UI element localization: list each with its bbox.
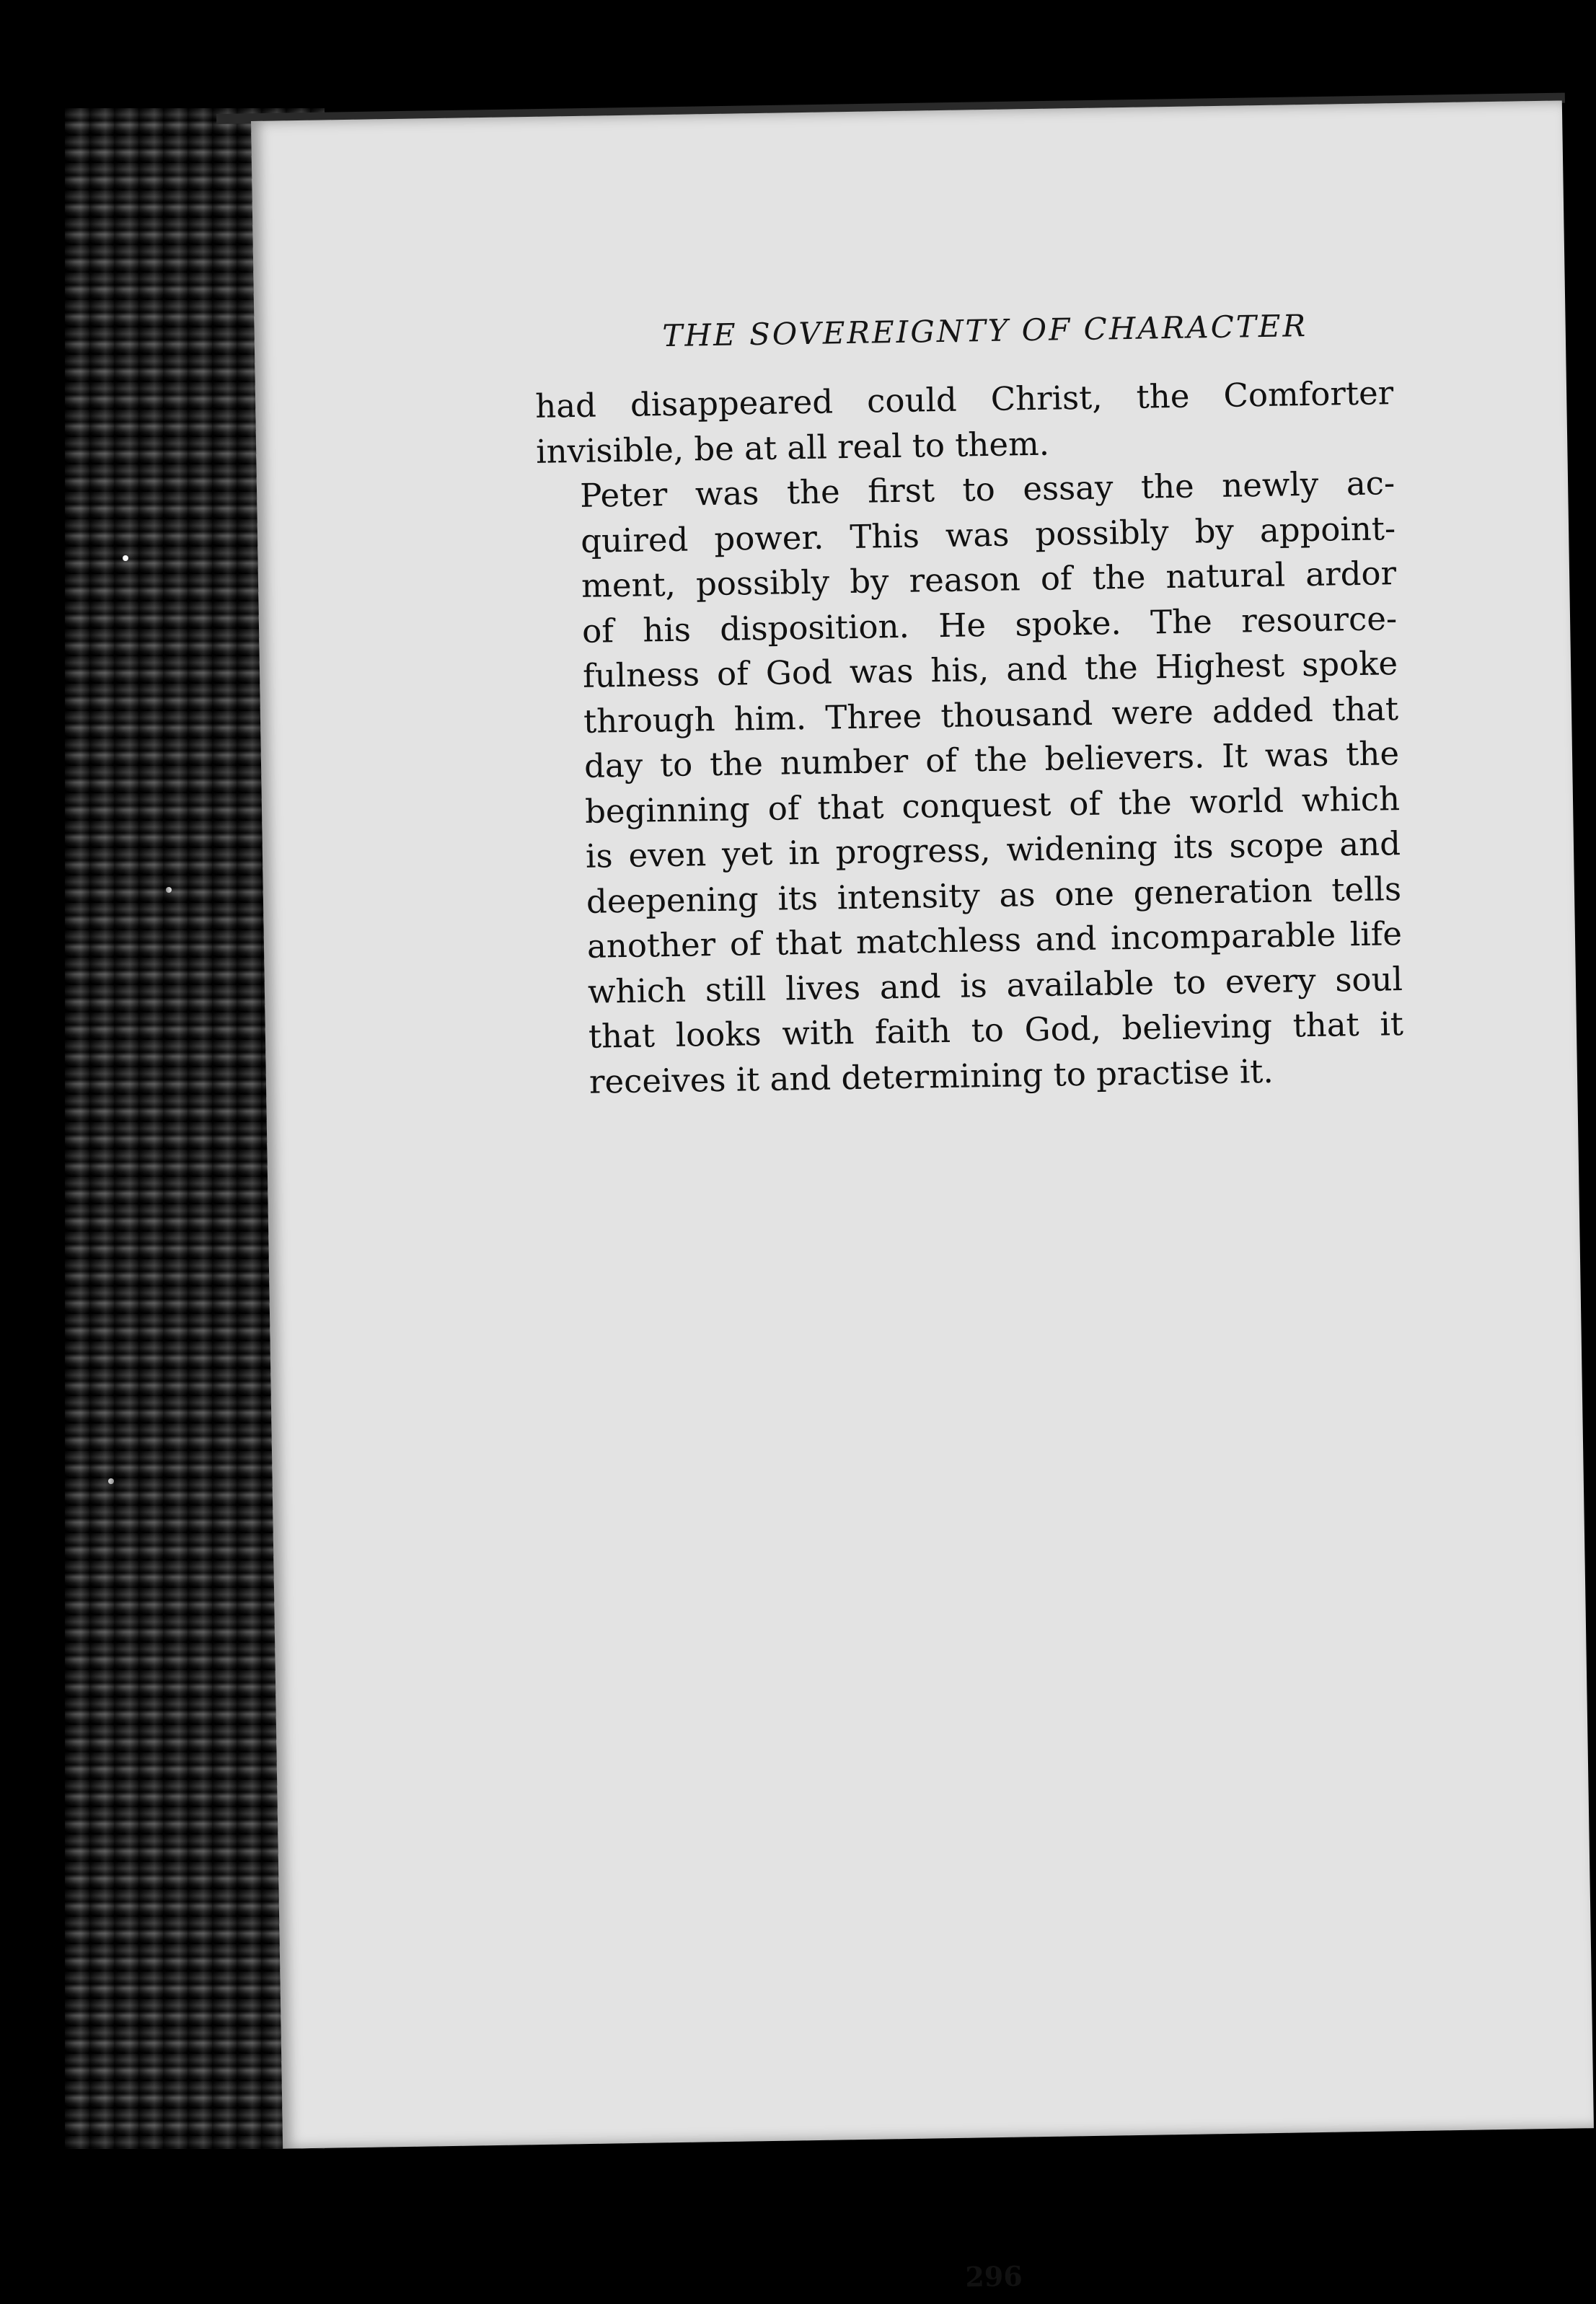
text-line: of his disposition. He spoke. The resource- xyxy=(581,599,1398,650)
book-page xyxy=(251,100,1594,2293)
text-line: invisible, be at all real to them. xyxy=(535,424,1050,471)
page-number: 296 xyxy=(965,2259,1023,2293)
text-line: deepening its intensity as one generation tells xyxy=(586,869,1402,921)
paragraph xyxy=(535,371,1395,475)
running-head: THE SOVEREIGNTY OF CHARACTER xyxy=(661,308,1308,354)
page-content xyxy=(534,306,1404,2293)
text-line: had disappeared could Christ, the Comforter xyxy=(534,374,1394,425)
text-line: ment, possibly by reason of the natural ardor xyxy=(581,554,1397,605)
body-text xyxy=(535,371,1405,1105)
text-line: quired power. This was possibly by appoint- xyxy=(580,508,1396,560)
speck xyxy=(123,555,128,561)
text-line: receives it and determining to practise it. xyxy=(588,1051,1274,1101)
text-line: through him. Three thousand were added that xyxy=(583,689,1399,741)
text-line: Peter was the first to essay the newly ac- xyxy=(579,464,1396,515)
text-line: which still lives and is available to every soul xyxy=(587,959,1403,1011)
text-line: another of that matchless and incomparable life xyxy=(586,914,1403,966)
paragraph xyxy=(537,461,1405,1105)
text-line: that looks with faith to God, believing that it xyxy=(588,1005,1404,1056)
text-line: beginning of that conquest of the world which xyxy=(584,779,1401,831)
text-line: is even yet in progress, widening its scope and xyxy=(585,824,1401,875)
speck xyxy=(166,887,172,893)
speck xyxy=(108,1478,114,1484)
text-line: fulness of God was his, and the Highest spoke xyxy=(582,644,1398,695)
text-line: day to the number of the believers. It was the xyxy=(583,734,1400,785)
